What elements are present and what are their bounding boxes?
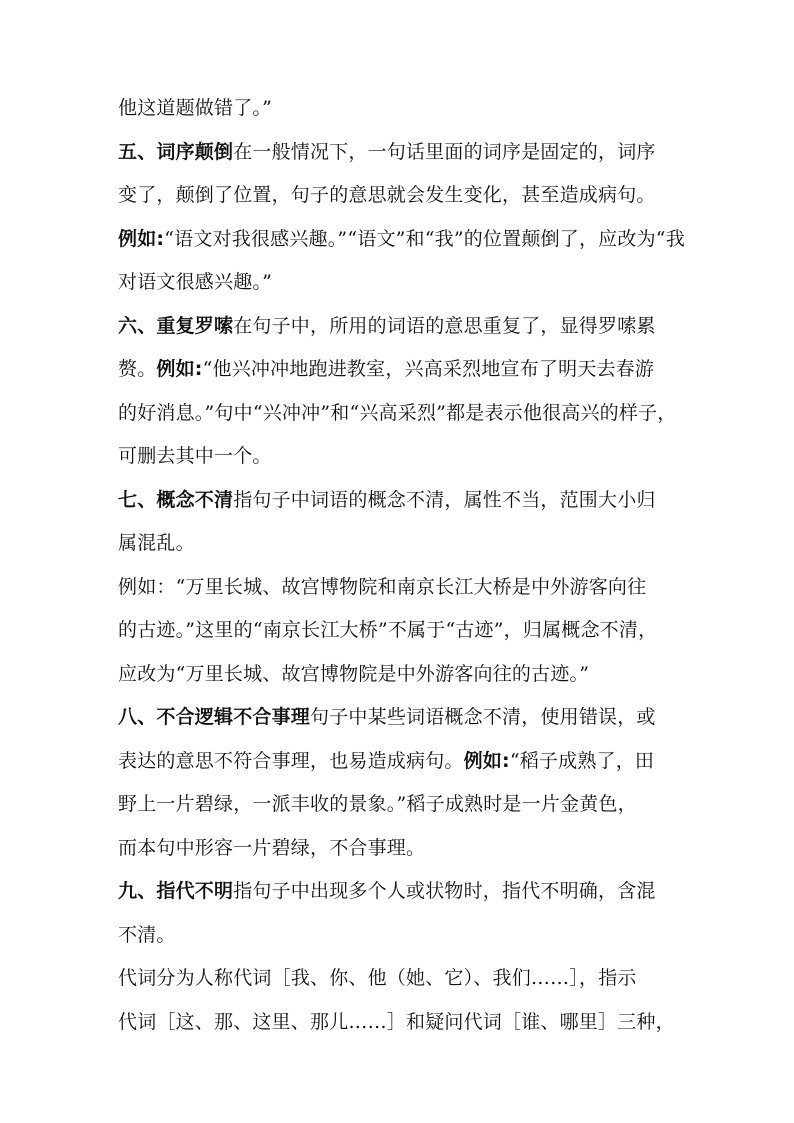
section-heading: 八、不合逻辑不合事理 <box>118 706 311 728</box>
text-run: “稻子成熟了，田 <box>509 749 655 772</box>
text-run: 句子中某些词语概念不清，使用错误，或 <box>310 706 656 728</box>
text-line <box>118 315 680 337</box>
example-label: 例如: <box>118 227 165 250</box>
text-line <box>118 793 680 815</box>
text-run: 的古迹。”这里的“南京长江大桥”不属于“古迹”，归属概念不清， <box>118 619 658 641</box>
text-line <box>118 1011 680 1033</box>
document-page <box>118 97 685 1054</box>
text-line <box>118 141 680 163</box>
section-heading: 九、指代不明 <box>118 880 234 902</box>
text-run: 属混乱。 <box>118 532 195 554</box>
text-line <box>118 227 685 250</box>
text-line <box>118 706 680 728</box>
text-run: 不清。 <box>118 923 176 946</box>
example-label: 例如: <box>156 358 203 380</box>
text-run: 赘。 <box>118 358 157 380</box>
text-line <box>118 271 680 293</box>
text-line <box>118 880 680 902</box>
text-run: 野上一片碧绿，一派丰收的景象。”稻子成熟时是一片金黄色， <box>118 793 637 815</box>
section-heading: 七、概念不清 <box>118 488 234 511</box>
text-run: 代词分为人称代词［我、你、他（她、它）、我们……］，指示 <box>118 967 637 989</box>
text-line <box>118 445 680 467</box>
text-run: 而本句中形容一片碧绿，不合事理。 <box>118 836 426 859</box>
text-run: 在句子中，所用的词语的意思重复了，显得罗嗦累 <box>233 314 656 337</box>
text-line <box>118 750 680 772</box>
text-run: 例如：“万里长城、故宫博物院和南京长江大桥是中外游客向往 <box>118 575 647 598</box>
text-run: 指句子中词语的概念不清，属性不当，范围大小归 <box>233 488 656 511</box>
section-heading: 六、重复罗嗦 <box>118 314 234 337</box>
text-run: 代词［这、那、这里、那儿……］和疑问代词［谁、哪里］三种， <box>118 1010 675 1033</box>
text-run: “他兴冲冲地跑进教室，兴高采烈地宣布了明天去春游 <box>202 358 655 380</box>
text-line <box>118 663 680 685</box>
section-heading: 五、词序颠倒 <box>118 140 234 163</box>
text-run: 他这道题做错了。” <box>118 97 273 119</box>
text-run: 的好消息。”句中“兴冲冲”和“兴高采烈”都是表示他很高兴的样子， <box>118 401 677 424</box>
text-line <box>118 924 680 946</box>
text-run: 表达的意思不符合事理，也易造成病句。 <box>118 749 464 772</box>
text-line <box>118 402 680 424</box>
text-run: 在一般情况下，一句话里面的词序是固定的，词序 <box>233 140 656 163</box>
text-run: 对语文很感兴趣。” <box>118 271 273 293</box>
text-run: “语文对我很感兴趣。”“语文”和“我”的位置颠倒了，应改为“我 <box>164 227 685 250</box>
text-run: 变了，颠倒了位置，句子的意思就会发生变化，甚至造成病句。 <box>118 184 656 206</box>
text-line <box>118 837 680 859</box>
text-line <box>118 97 680 119</box>
text-run: 应改为“万里长城、故宫博物院是中外游客向往的古迹。” <box>118 662 590 685</box>
text-run: 可删去其中一个。 <box>118 445 272 467</box>
text-line <box>118 967 680 989</box>
text-line <box>118 358 680 380</box>
example-label: 例如: <box>463 749 510 772</box>
text-line <box>118 619 680 641</box>
text-line <box>118 184 680 206</box>
text-line <box>118 489 680 511</box>
text-run: 指句子中出现多个人或状物时，指代不明确，含混 <box>233 880 656 902</box>
text-line <box>118 532 680 554</box>
text-line <box>118 576 680 598</box>
